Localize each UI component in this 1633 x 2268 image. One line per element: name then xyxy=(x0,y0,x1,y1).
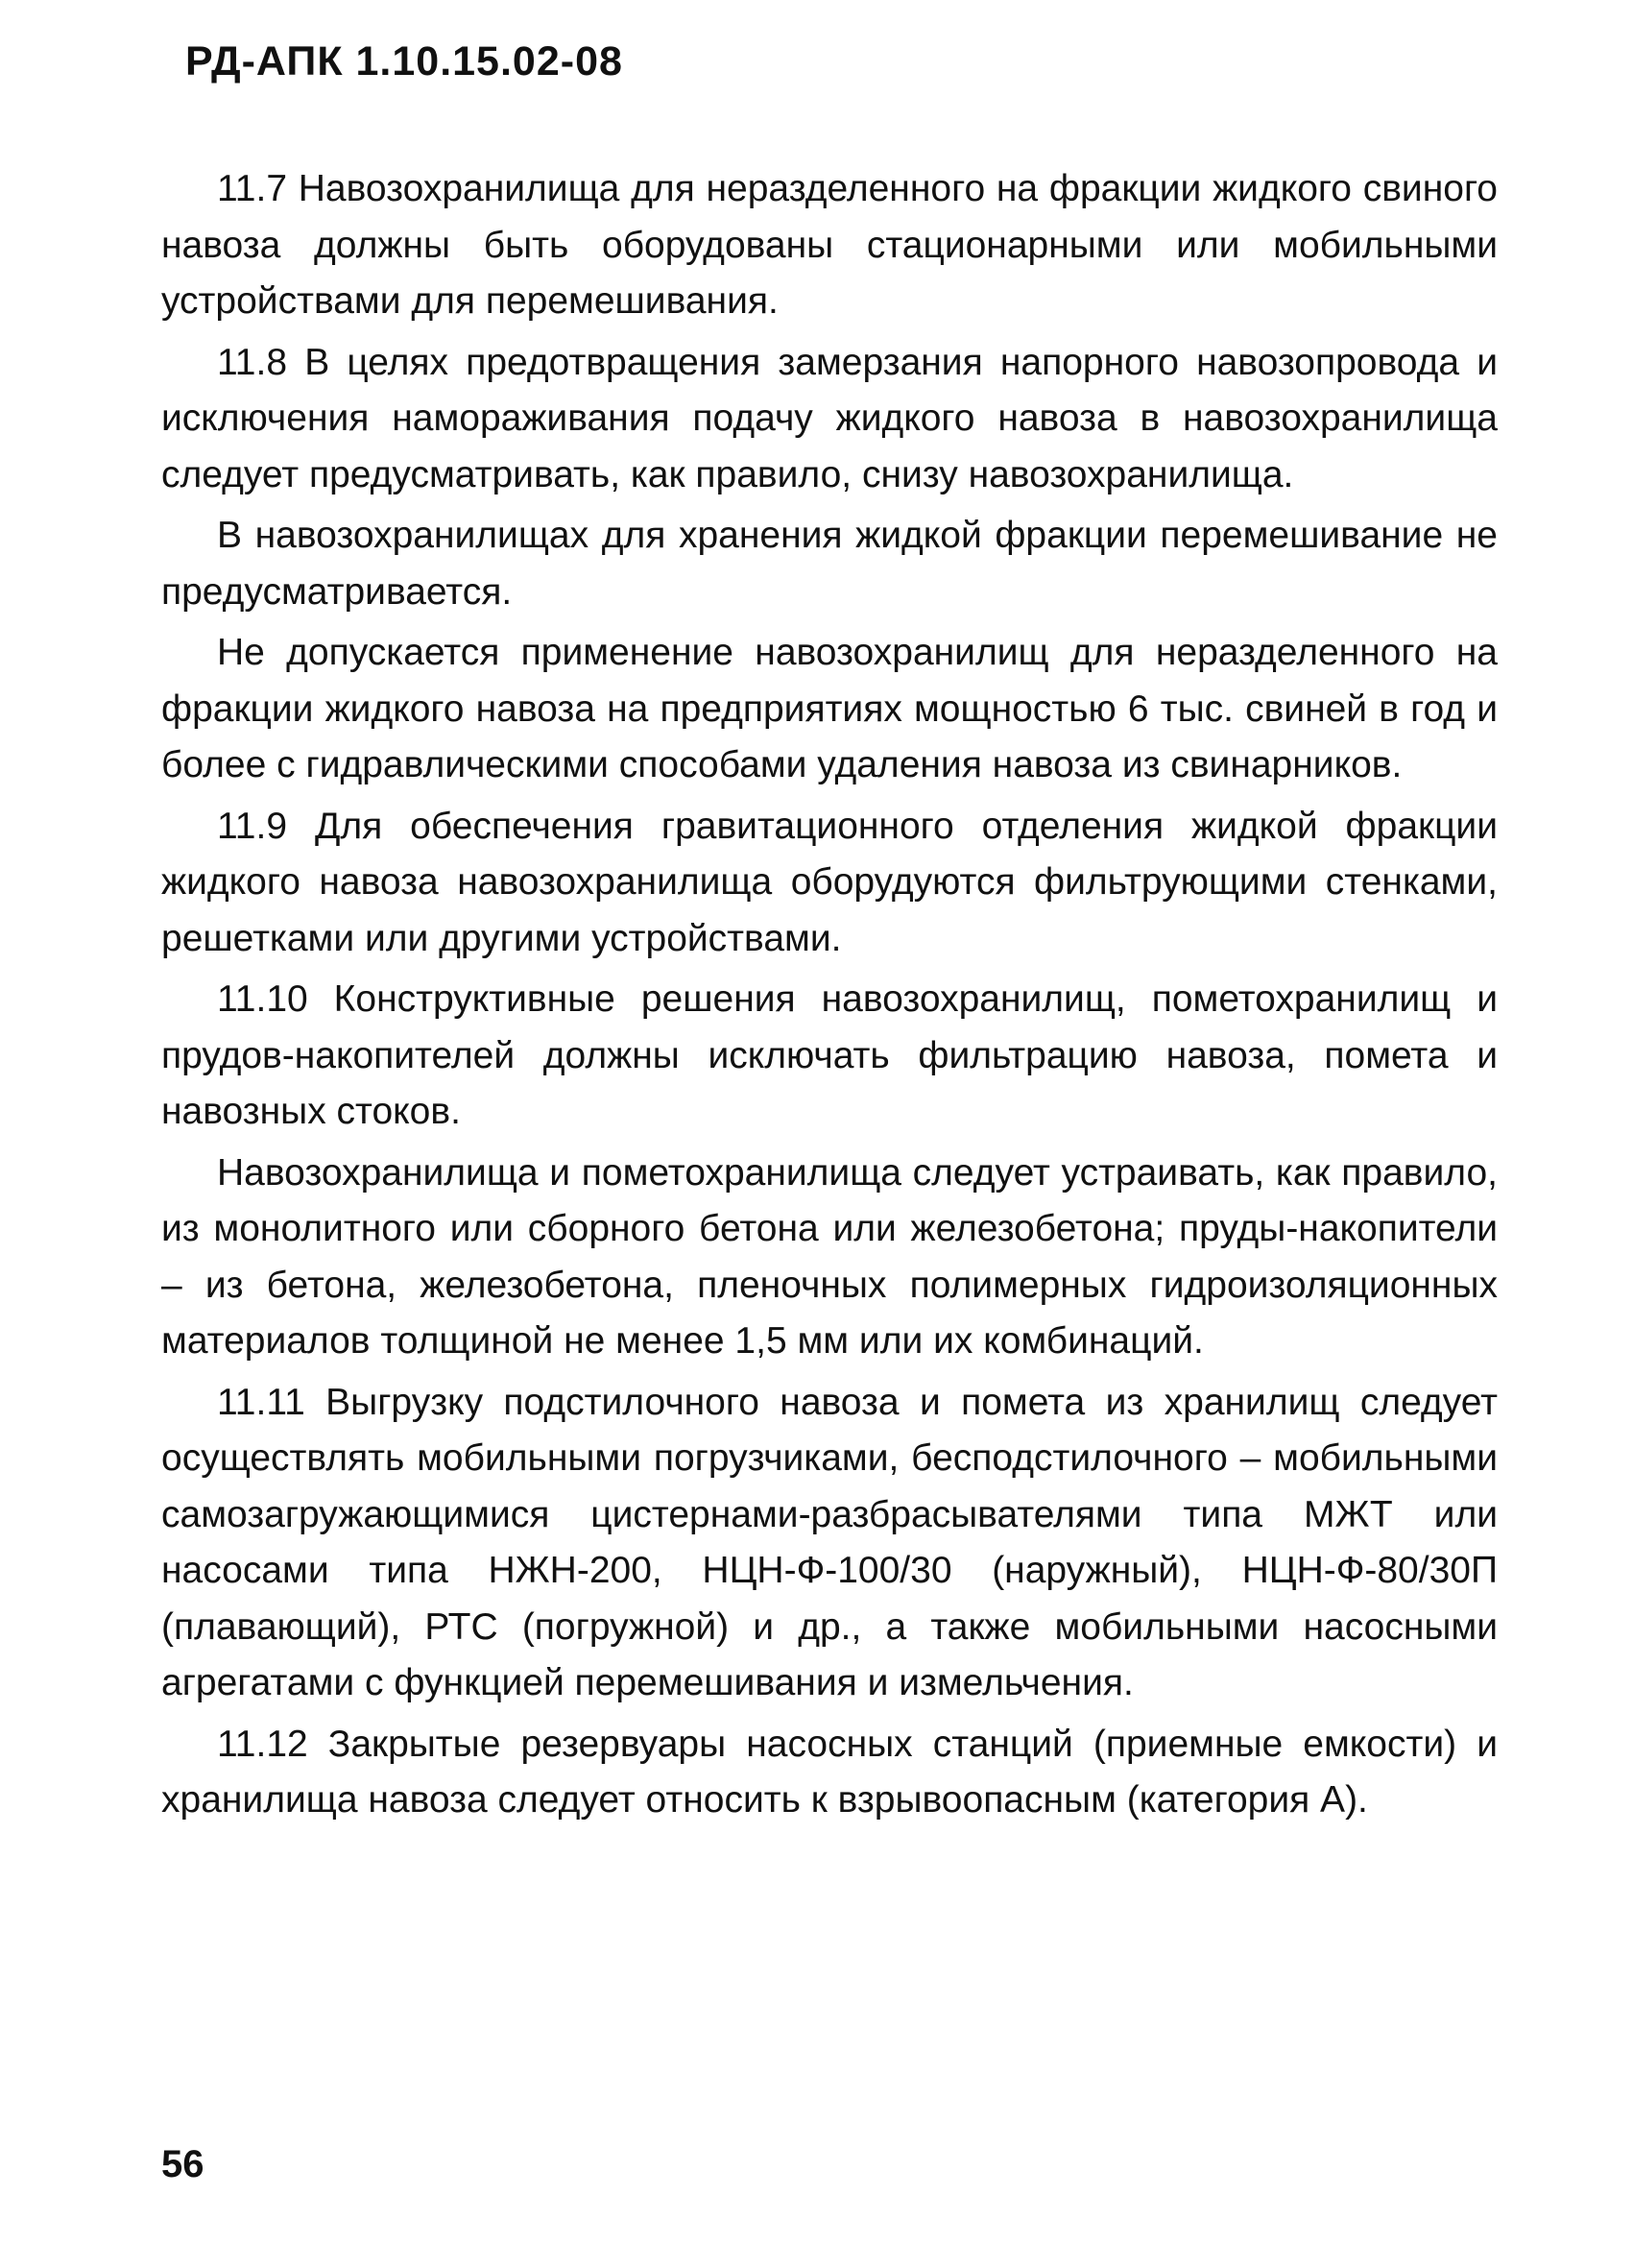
paragraph-11-8: 11.8 В целях предотвращения замерзания напорного навозопровода и исключения намораживания подачу жидкого навоза в навозохранилища следует предусматривать, как правило, снизу навозохранилища. xyxy=(161,341,1498,495)
paragraph-liquid-fraction: В навозохранилищах для хранения жидкой фракции перемешивание не предусматривается. xyxy=(161,515,1498,613)
page-number: 56 xyxy=(161,2143,204,2185)
document-body xyxy=(161,161,1498,1829)
paragraph-materials: Навозохранилища и пометохранилища следует устраивать, как правило, из монолитного или сборного бетона или железобетона; пруды-накопители – из бетона, железобетона, пленочных полимерных гидроизоляционных материалов толщиной не менее 1,5 мм или их комбинаций. xyxy=(161,1151,1498,1362)
paragraph-11-10: 11.10 Конструктивные решения навозохранилищ, пометохранилищ и прудов-накопителей должны исключать фильтрацию навоза, помета и навозных стоков. xyxy=(161,978,1498,1132)
paragraph-11-9: 11.9 Для обеспечения гравитационного отделения жидкой фракции жидкого навоза навозохранилища оборудуются фильтрующими стенками, решетками или другими устройствами. xyxy=(161,805,1498,959)
paragraph-not-allowed: Не допускается применение навозохранилищ для неразделенного на фракции жидкого навоза на предприятиях мощностью 6 тыс. свиней в год и более с гидравлическими способами удаления навоза из свинарников. xyxy=(161,632,1498,785)
paragraph-11-7: 11.7 Навозохранилища для неразделенного на фракции жидкого свиного навоза должны быть оборудованы стационарными или мобильными устройствами для перемешивания. xyxy=(161,168,1498,322)
paragraph-11-11: 11.11 Выгрузку подстилочного навоза и помета из хранилищ следует осуществлять мобильными погрузчиками, бесподстилочного – мобильными самозагружающимися цистернами-разбрасывателями типа МЖТ или насосами типа НЖН-200, НЦН-Ф-100/30 (наружный), НЦН-Ф-80/30П (плавающий), РТС (погружной) и др., а также мобильными насосными агрегатами с функцией перемешивания и измельчения. xyxy=(161,1381,1498,1703)
document-code-header: РД-АПК 1.10.15.02-08 xyxy=(185,38,623,84)
paragraph-11-12: 11.12 Закрытые резервуары насосных станций (приемные емкости) и хранилища навоза следует относить к взрывоопасным (категория А). xyxy=(161,1723,1498,1821)
